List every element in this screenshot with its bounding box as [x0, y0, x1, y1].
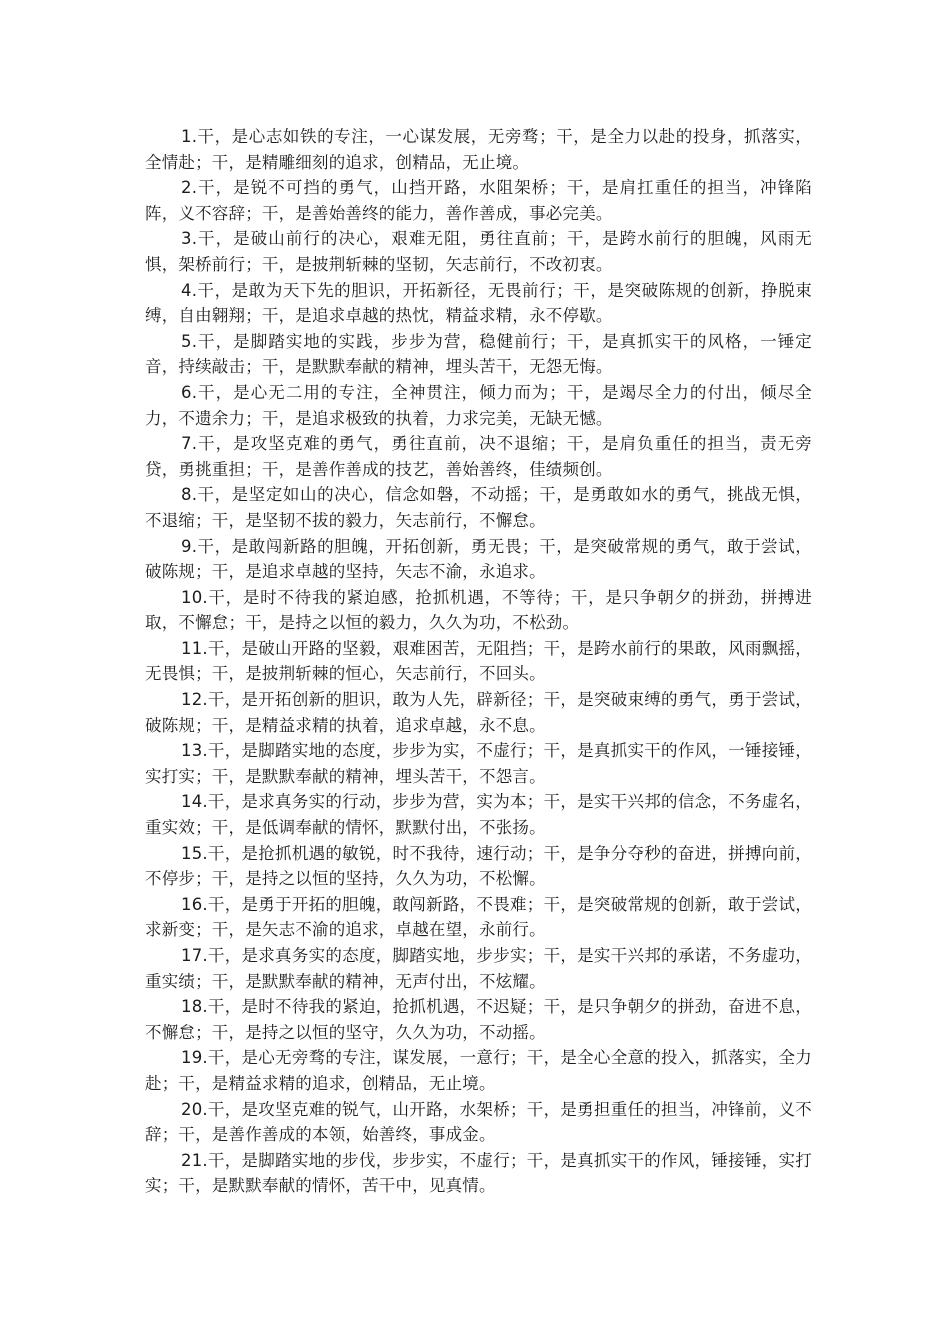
document-body — [145, 124, 812, 1199]
paragraph-8: 8.干，是坚定如山的决心，信念如磐，不动摇；干，是勇敢如水的勇气，挑战无惧，不退缩；干，是坚韧不拔的毅力，矢志前行，不懈怠。 — [145, 485, 812, 530]
paragraph-18: 18.干，是时不待我的紧迫，抢抓机遇，不迟疑；干，是只争朝夕的拼劲，奋进不息，不懈怠；干，是持之以恒的坚守，久久为功，不动摇。 — [145, 997, 812, 1042]
paragraph-21: 21.干，是脚踏实地的步伐，步步实，不虚行；干，是真抓实干的作风，锤接锤，实打实；干，是默默奉献的情怀，苦干中，见真情。 — [145, 1150, 812, 1196]
paragraph-13: 13.干，是脚踏实地的态度，步步为实，不虚行；干，是真抓实干的作风，一锤接锤，实打实；干，是默默奉献的精神，埋头苦干，不怨言。 — [145, 741, 812, 786]
paragraph-6: 6.干，是心无二用的专注，全神贯注，倾力而为；干，是竭尽全力的付出，倾尽全力，不遗余力；干，是追求极致的执着，力求完美，无缺无憾。 — [145, 382, 812, 428]
paragraph-1: 1.干，是心志如铁的专注，一心谋发展，无旁骛；干，是全力以赴的投身，抓落实，全情赴；干，是精雕细刻的追求，创精品，无止境。 — [145, 127, 812, 172]
paragraph-9: 9.干，是敢闯新路的胆魄，开拓创新，勇无畏；干，是突破常规的勇气，敢于尝试，破陈规；干，是追求卓越的坚持，矢志不渝，永追求。 — [145, 536, 812, 582]
paragraph-11: 11.干，是破山开路的坚毅，艰难困苦，无阻挡；干，是跨水前行的果敢，风雨飘摇，无畏惧；干，是披荆斩棘的恒心，矢志前行，不回头。 — [145, 638, 812, 684]
paragraph-2: 2.干，是锐不可挡的勇气，山挡开路，水阻架桥；干，是肩扛重任的担当，冲锋陷阵，义不容辞；干，是善始善终的能力，善作善成，事必完美。 — [145, 178, 812, 223]
paragraph-14: 14.干，是求真务实的行动，步步为营，实为本；干，是实干兴邦的信念，不务虚名，重实效；干，是低调奉献的情怀，默默付出，不张扬。 — [145, 792, 812, 838]
paragraph-16: 16.干，是勇于开拓的胆魄，敢闯新路，不畏难；干，是突破常规的创新，敢于尝试，求新变；干，是矢志不渝的追求，卓越在望，永前行。 — [145, 894, 812, 940]
paragraph-3: 3.干，是破山前行的决心，艰难无阻，勇往直前；干，是跨水前行的胆魄，风雨无惧，架桥前行；干，是披荆斩棘的坚韧，矢志前行，不改初衷。 — [145, 229, 812, 274]
paragraph-10: 10.干，是时不待我的紧迫感，抢抓机遇，不等待；干，是只争朝夕的拼劲，拼搏进取，不懈怠；干，是持之以恒的毅力，久久为功，不松劲。 — [145, 587, 812, 633]
paragraph-7: 7.干，是攻坚克难的勇气，勇往直前，决不退缩；干，是肩负重任的担当，责无旁贷，勇挑重担；干，是善作善成的技艺，善始善终，佳绩频创。 — [145, 434, 812, 479]
paragraph-19: 19.干，是心无旁骛的专注，谋发展，一意行；干，是全心全意的投入，抓落实，全力赴；干，是精益求精的追求，创精品，无止境。 — [145, 1048, 812, 1093]
paragraph-4: 4.干，是敢为天下先的胆识，开拓新径，无畏前行；干，是突破陈规的创新，挣脱束缚，自由翱翔；干，是追求卓越的热忱，精益求精，永不停歇。 — [145, 280, 812, 326]
paragraph-12: 12.干，是开拓创新的胆识，敢为人先，辟新径；干，是突破束缚的勇气，勇于尝试，破陈规；干，是精益求精的执着，追求卓越，永不息。 — [145, 690, 812, 735]
paragraph-17: 17.干，是求真务实的态度，脚踏实地，步步实；干，是实干兴邦的承诺，不务虚功，重实绩；干，是默默奉献的精神，无声付出，不炫耀。 — [145, 946, 812, 991]
paragraph-5: 5.干，是脚踏实地的实践，步步为营，稳健前行；干，是真抓实干的风格，一锤定音，持续敲击；干，是默默奉献的精神，埋头苦干，无怨无悔。 — [145, 331, 812, 377]
paragraph-20: 20.干，是攻坚克难的锐气，山开路，水架桥；干，是勇担重任的担当，冲锋前，义不辞；干，是善作善成的本领，始善终，事成金。 — [145, 1099, 812, 1145]
paragraph-15: 15.干，是抢抓机遇的敏锐，时不我待，速行动；干，是争分夺秒的奋进，拼搏向前，不停步；干，是持之以恒的坚持，久久为功，不松懈。 — [145, 843, 812, 889]
